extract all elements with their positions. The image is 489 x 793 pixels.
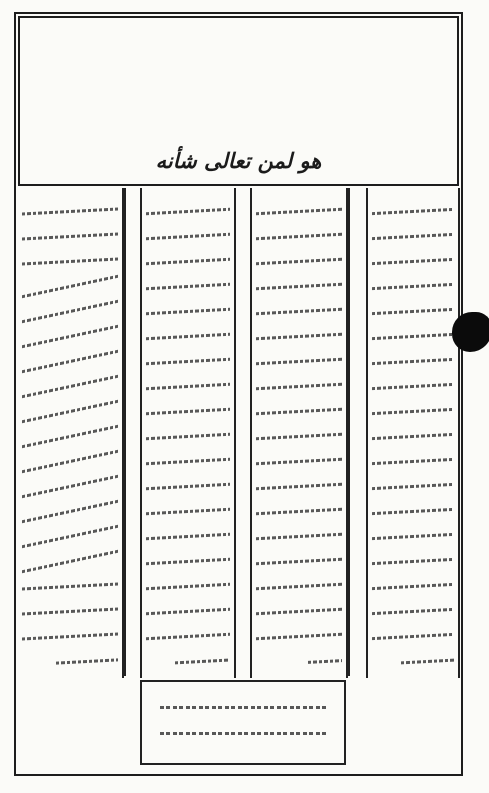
text-column-right	[366, 188, 460, 678]
text-column-middle-left	[140, 188, 236, 678]
script-lines	[368, 188, 458, 671]
colophon-line-2	[160, 724, 326, 742]
colophon-box	[140, 680, 346, 765]
script-lines	[142, 188, 234, 671]
column-rule	[124, 188, 126, 676]
ink-blot	[452, 312, 489, 352]
script-lines	[18, 188, 122, 671]
text-column-left-margin	[18, 188, 124, 678]
text-column-middle-right	[250, 188, 348, 678]
column-rule	[348, 188, 350, 676]
colophon-text	[142, 698, 344, 742]
invocation-heading: هو لمن تعالى شأنه	[155, 148, 322, 173]
script-lines	[252, 188, 346, 671]
top-blank-box	[18, 16, 459, 186]
colophon-line-1	[160, 698, 326, 716]
